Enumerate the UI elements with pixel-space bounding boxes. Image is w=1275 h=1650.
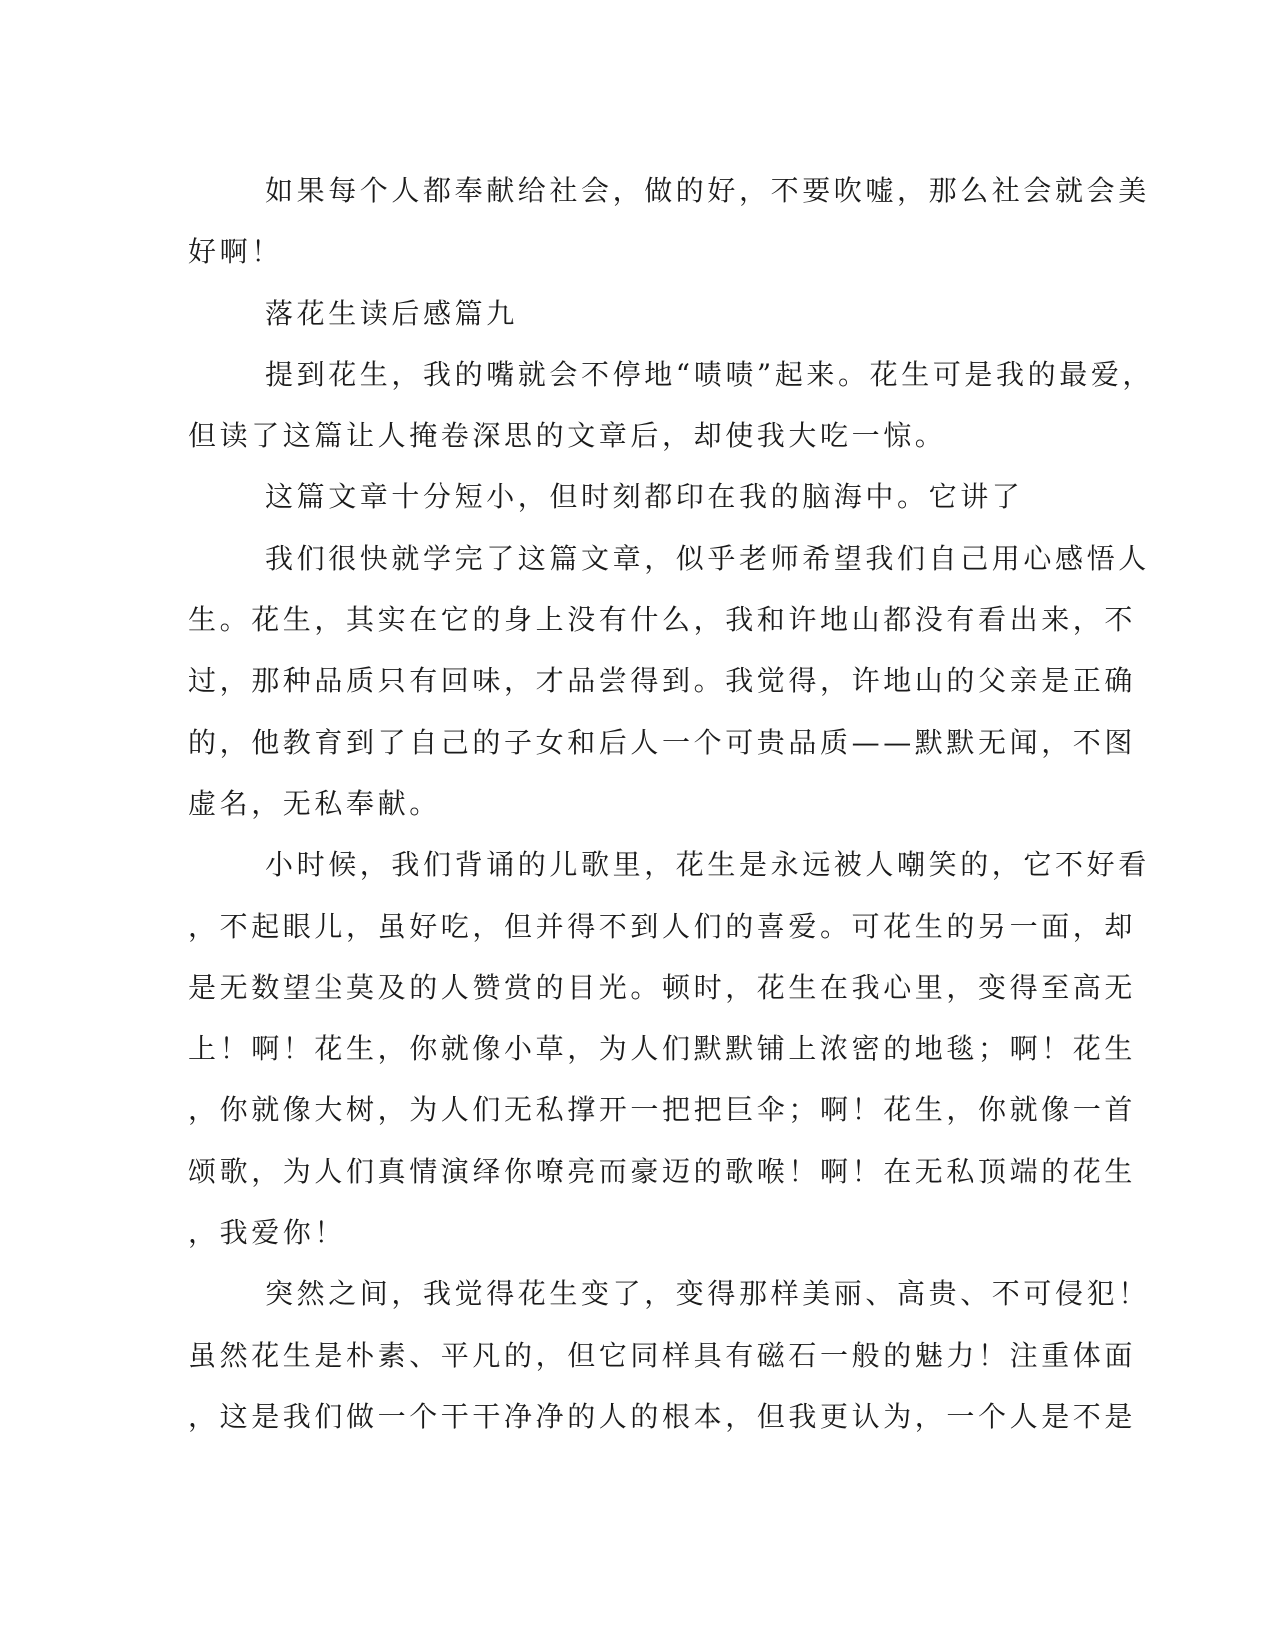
text-line: 虚名，无私奉献。 xyxy=(188,786,441,820)
text-line: 生。花生，其实在它的身上没有什么，我和许地山都没有看出来，不 xyxy=(188,603,1137,637)
text-line: 虽然花生是朴素、平凡的，但它同样具有磁石一般的魅力！注重体面 xyxy=(188,1338,1137,1372)
text-line: 但读了这篇让人掩卷深思的文章后，却使我大吃一惊。 xyxy=(188,419,947,453)
text-line: 如果每个人都奉献给社会，做的好，不要吹嘘，那么社会就会美 xyxy=(265,174,1150,207)
text-line: ，这是我们做一个干干净净的人的根本，但我更认为，一个人是不是 xyxy=(188,1399,1137,1433)
text-line: 提到花生，我的嘴就会不停地“啧啧”起来。花生可是我的最爱， xyxy=(265,357,1155,391)
text-line: ，我爱你！ xyxy=(188,1216,347,1250)
text-line: 这篇文章十分短小，但时刻都印在我的脑海中。它讲了 xyxy=(265,480,1024,514)
text-line: ，你就像大树，为人们无私撑开一把把巨伞；啊！花生，你就像一首 xyxy=(188,1093,1137,1127)
document-body xyxy=(188,160,1155,1447)
section-heading: 落花生读后感篇九 xyxy=(265,296,518,330)
text-line: 颂歌，为人们真情演绎你嘹亮而豪迈的歌喉！啊！在无私顶端的花生 xyxy=(188,1154,1137,1188)
text-line: 上！啊！花生，你就像小草，为人们默默铺上浓密的地毯；啊！花生 xyxy=(188,1032,1137,1066)
text-line: 突然之间，我觉得花生变了，变得那样美丽、高贵、不可侵犯！ xyxy=(265,1277,1150,1311)
text-line: 好啊！ xyxy=(188,235,283,269)
text-line: 我们很快就学完了这篇文章，似乎老师希望我们自己用心感悟人 xyxy=(265,541,1150,575)
text-line: 的，他教育到了自己的子女和后人一个可贵品质——默默无闻，不图 xyxy=(188,725,1137,759)
text-line: 是无数望尘莫及的人赞赏的目光。顿时，花生在我心里，变得至高无 xyxy=(188,970,1137,1004)
text-line: 过，那种品质只有回味，才品尝得到。我觉得，许地山的父亲是正确 xyxy=(188,664,1137,698)
text-line: ，不起眼儿，虽好吃，但并得不到人们的喜爱。可花生的另一面，却 xyxy=(188,909,1137,943)
text-line: 小时候，我们背诵的儿歌里，花生是永远被人嘲笑的，它不好看 xyxy=(265,848,1150,882)
